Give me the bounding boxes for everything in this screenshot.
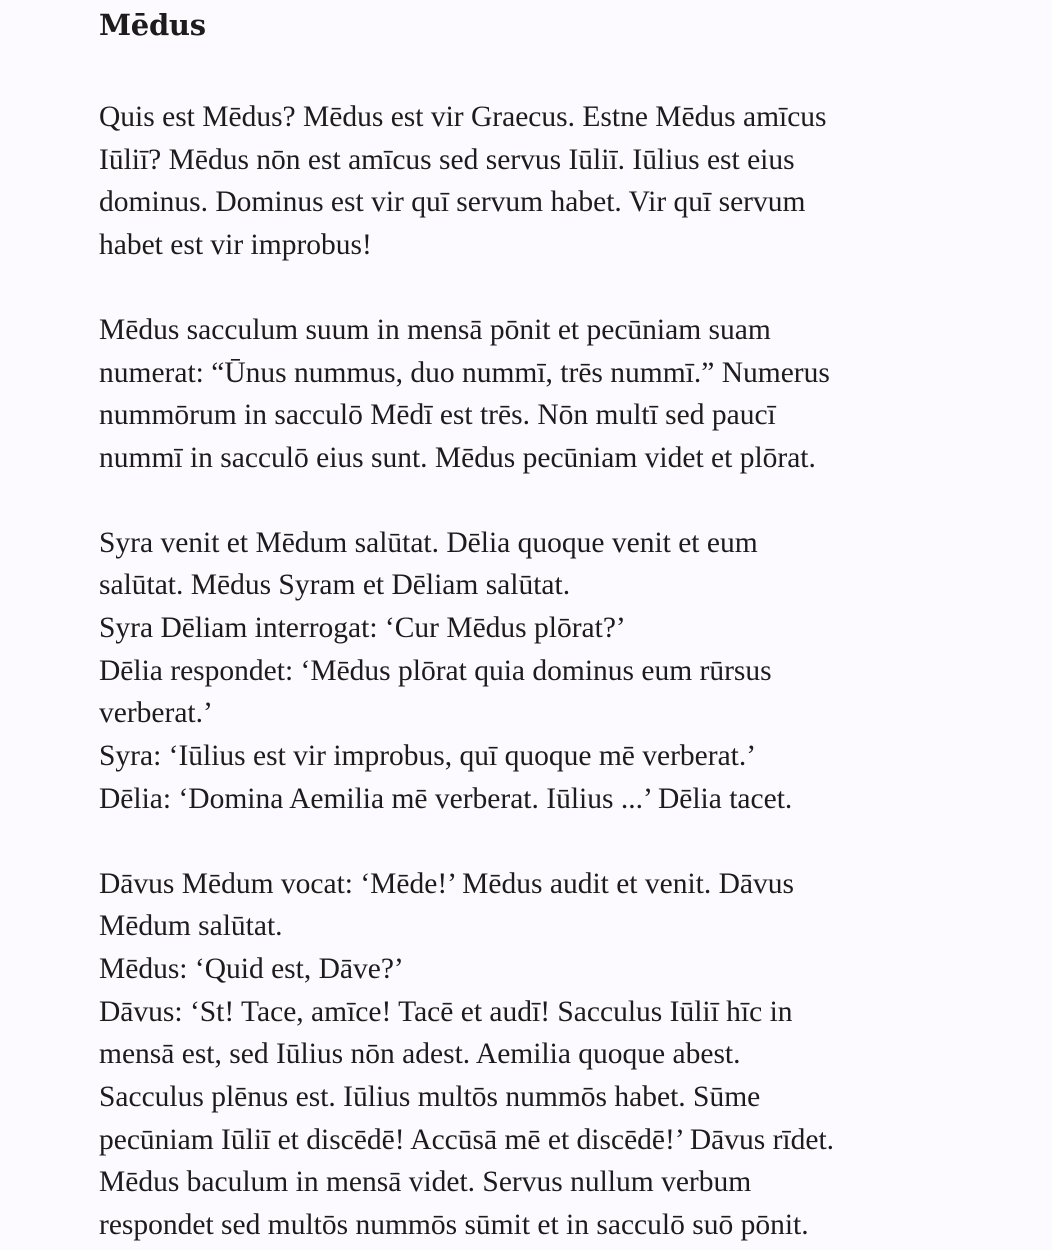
paragraph-3: Syra venit et Mēdum salūtat. Dēlia quoque venit et eum salūtat. Mēdus Syram et Dēliam salūtat. Syra Dēliam interrogat: ‘Cur Mēdus plōrat?’ Dēlia respondet: ‘Mēdus plōrat quia dominus eum rūrsus verberat.’ Syra: ‘Iūlius est vir improbus, quī quoque mē verberat.’ Dēlia: ‘Domina Aemilia mē verberat. Iūlius ...’ Dēlia tacet. [99, 526, 793, 815]
paragraph-4: Dāvus Mēdum vocat: ‘Mēde!’ Mēdus audit et venit. Dāvus Mēdum salūtat. Mēdus: ‘Quid est, Dāve?’ Dāvus: ‘St! Tace, amīce! Tacē et audī! Sacculus Iūliī hīc in mensā est, sed Iūlius nōn adest. Aemilia quoque abest. Sacculus plēnus est. Iūlius multōs nummōs habet. Sūme pecūniam Iūliī et discēdē! Accūsā mē et discēdē!’ Dāvus rīdet. Mēdus baculum in mensā videt. Servus nullum verbum respondet sed multōs nummōs sūmit et in sacculō suō pōnit. [99, 867, 835, 1242]
paragraph-2: Mēdus sacculum suum in mensā pōnit et pecūniam suam numerat: “Ūnus nummus, duo nummī, trēs nummī.” Numerus nummōrum in sacculō Mēdī est trēs. Nōn multī sed paucī nummī in sacculō eius sunt. Mēdus pecūniam videt et plōrat. [99, 313, 830, 474]
document-page [99, 0, 1039, 1247]
paragraph-1: Quis est Mēdus? Mēdus est vir Graecus. Estne Mēdus amīcus Iūliī? Mēdus nōn est amīcus sed servus Iūliī. Iūlius est eius dominus. Dominus est vir quī servum habet. Vir quī servum habet est vir improbus! [99, 101, 827, 262]
document-title: Mēdus [99, 8, 206, 42]
